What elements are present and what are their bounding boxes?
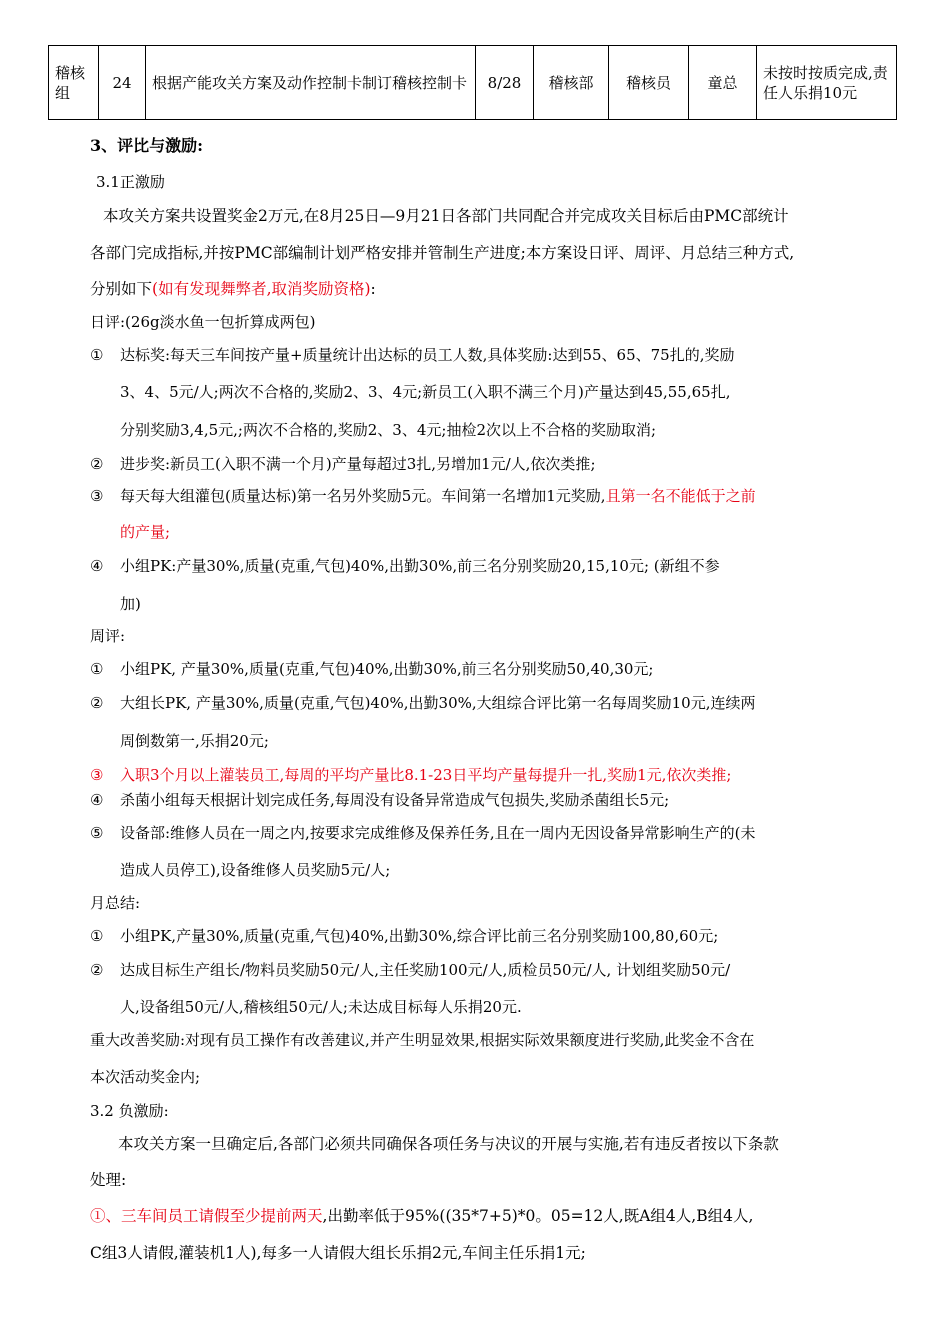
daily-title: 日评:(26g淡水鱼一包折算成两包)	[90, 313, 316, 331]
negative-rule-1	[90, 1206, 753, 1226]
section-title: 3、评比与激励:	[90, 136, 204, 155]
rule-1-text: ,出勤率低于95%((35*7+5)*0。05=12人,既A组4人,B组4人,	[322, 1207, 754, 1225]
weekly-item-5-text: 设备部:维修人员在一周之内,按要求完成维修及保养任务,且在一周内无因设备异常影响生产的(未	[120, 824, 756, 842]
weekly-title: 周评:	[90, 627, 126, 645]
weekly-item-3-num: ③	[90, 766, 104, 784]
monthly-item-2-num: ②	[90, 961, 104, 979]
negative-rule-1-line2: C组3人请假,灌装机1人),每多一人请假大组长乐捐2元,车间主任乐捐1元;	[90, 1244, 586, 1262]
daily-item-1-num: ①	[90, 346, 104, 364]
daily-item-2-text: 进步奖:新员工(入职不满一个月)产量每超过3扎,另增加1元/人,依次类推;	[120, 455, 596, 473]
weekly-item-1-text: 小组PK, 产量30%,质量(克重,气包)40%,出勤30%,前三名分别奖励50,40,30元;	[120, 660, 654, 678]
cell-group: 稽核组	[49, 46, 99, 120]
positive-intro-2: 各部门完成指标,并按PMC部编制计划严格安排并管制生产进度;本方案设日评、周评、月总结三种方式,	[90, 244, 795, 262]
rule-1-num: ①、	[90, 1207, 122, 1225]
table-row	[49, 46, 897, 120]
rule-1-leave: 三车间员工请假至少提前两天	[121, 1207, 323, 1225]
cell-role: 稽核员	[609, 46, 689, 120]
daily-item-4-text: 小组PK:产量30%,质量(克重,气包)40%,出勤30%,前三名分别奖励20,15,10元; (新组不参	[120, 557, 720, 575]
weekly-item-1-num: ①	[90, 660, 104, 678]
positive-intro-3	[90, 279, 376, 299]
weekly-item-4-num: ④	[90, 791, 104, 809]
negative-title: 3.2 负激励:	[90, 1102, 169, 1120]
weekly-item-5-num: ⑤	[90, 824, 104, 842]
daily-item-3-text-a: 每天每大组灌包(质量达标)第一名另外奖励5元。车间第一名增加1元奖励,	[120, 487, 606, 505]
weekly-item-4-text: 杀菌小组每天根据计划完成任务,每周没有设备异常造成气包损失,奖励杀菌组长5元;	[120, 791, 670, 809]
daily-item-4-num: ④	[90, 557, 104, 575]
weekly-item-2-line2: 周倒数第一,乐捐20元;	[120, 732, 269, 750]
daily-item-1-line3: 分别奖励3,4,5元,;两次不合格的,奖励2、3、4元;抽检2次以上不合格的奖励取消;	[120, 421, 657, 439]
daily-item-3-num: ③	[90, 487, 104, 505]
cell-penalty: 未按时按质完成,责任人乐捐10元	[757, 46, 897, 120]
cell-task: 根据产能攻关方案及动作控制卡制订稽核控制卡	[146, 46, 476, 120]
monthly-title: 月总结:	[90, 894, 141, 912]
intro-text: 分别如下	[90, 280, 153, 298]
monthly-item-1-text: 小组PK,产量30%,质量(克重,气包)40%,出勤30%,综合评比前三名分别奖励100,80,60元;	[120, 927, 719, 945]
cell-date: 8/28	[476, 46, 534, 120]
intro-colon: :	[370, 280, 376, 298]
major-improvement-1: 重大改善奖励:对现有员工操作有改善建议,并产生明显效果,根据实际效果额度进行奖励,此奖金不含在	[90, 1031, 755, 1049]
major-improvement-2: 本次活动奖金内;	[90, 1068, 201, 1086]
daily-item-4-line2: 加)	[120, 595, 141, 613]
weekly-item-5-line2: 造成人员停工),设备维修人员奖励5元/人;	[120, 861, 391, 879]
cell-dept: 稽核部	[534, 46, 609, 120]
fraud-warning: (如有发现舞弊者,取消奖励资格)	[152, 280, 371, 298]
monthly-item-1-num: ①	[90, 927, 104, 945]
task-table	[48, 45, 897, 120]
daily-item-2-num: ②	[90, 455, 104, 473]
daily-item-1-line2: 3、4、5元/人;两次不合格的,奖励2、3、4元;新员工(入职不满三个月)产量达到45,55,65扎,	[120, 383, 731, 401]
positive-intro-1: 本攻关方案共设置奖金2万元,在8月25日—9月21日各部门共同配合并完成攻关目标后由PMC部统计	[103, 207, 789, 225]
weekly-item-3-text: 入职3个月以上灌装员工,每周的平均产量比8.1-23日平均产量每提升一扎,奖励1元,依次类推;	[120, 766, 732, 784]
weekly-item-2-text: 大组长PK, 产量30%,质量(克重,气包)40%,出勤30%,大组综合评比第一名每周奖励10元,连续两	[120, 694, 756, 712]
weekly-item-2-num: ②	[90, 694, 104, 712]
daily-item-1-text: 达标奖:每天三车间按产量+质量统计出达标的员工人数,具体奖励:达到55、65、75扎的,奖励	[120, 346, 735, 364]
daily-item-3-line2: 的产量;	[120, 523, 171, 541]
monthly-item-2-text: 达成目标生产组长/物料员奖励50元/人,主任奖励100元/人,质检员50元/人, 计划组奖励50元/	[120, 961, 731, 979]
daily-item-3-text-b: 且第一名不能低于之前	[605, 487, 756, 505]
positive-title: 3.1正激励	[96, 173, 165, 191]
negative-intro-1: 本攻关方案一旦确定后,各部门必须共同确保各项任务与决议的开展与实施,若有违反者按以下条款	[118, 1135, 779, 1153]
cell-owner: 童总	[689, 46, 757, 120]
daily-item-3-text	[120, 486, 756, 506]
negative-intro-2: 处理:	[90, 1171, 127, 1189]
cell-no: 24	[99, 46, 146, 120]
monthly-item-2-line2: 人,设备组50元/人,稽核组50元/人;未达成目标每人乐捐20元.	[120, 998, 522, 1016]
